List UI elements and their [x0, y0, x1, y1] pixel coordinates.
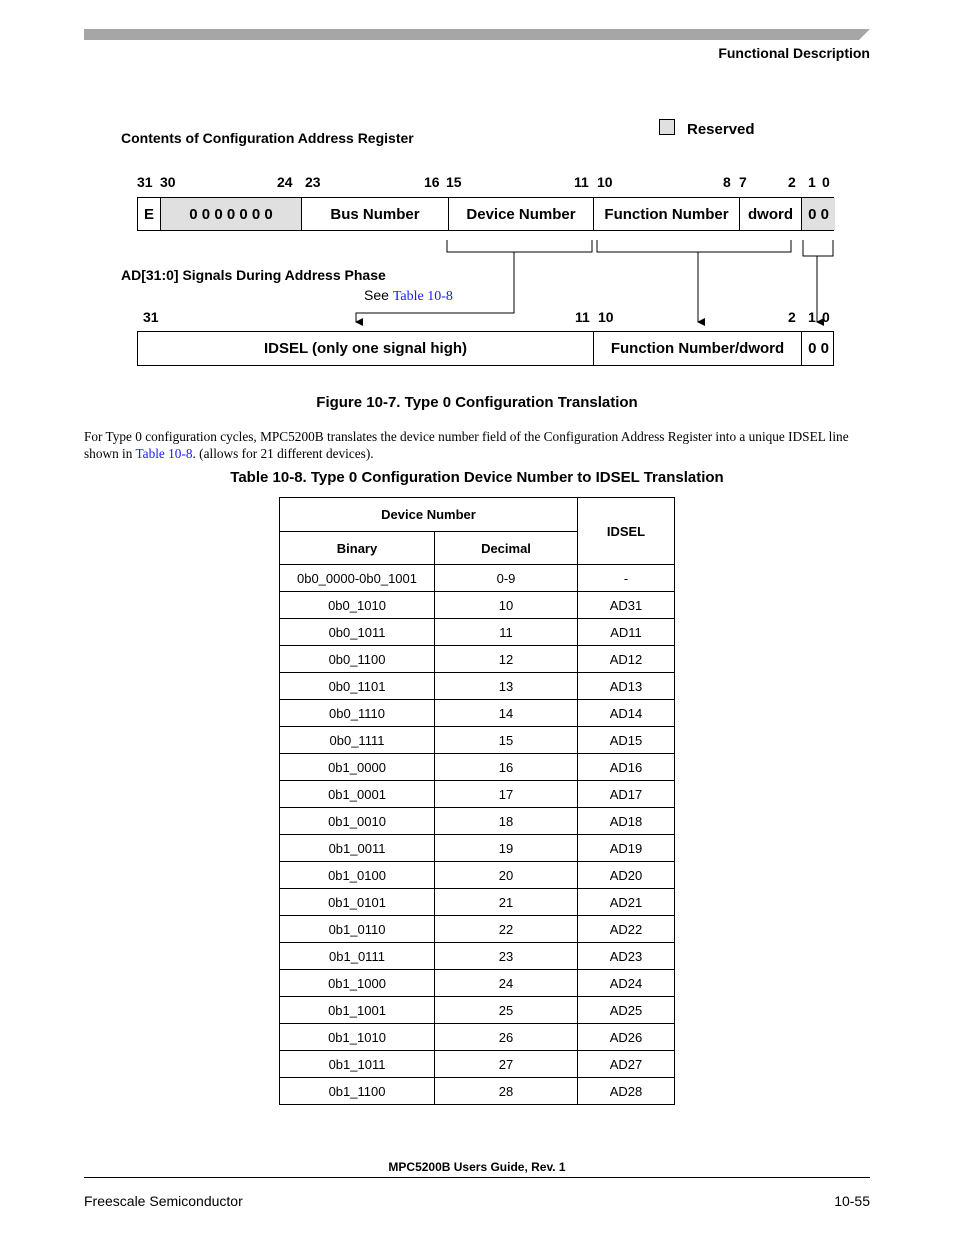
idsel-cell: AD18 — [578, 808, 675, 835]
see-prefix: See — [364, 287, 389, 303]
idsel-cell: AD19 — [578, 835, 675, 862]
function-number-field: Function Number — [593, 198, 739, 230]
table-title: Table 10-8. Type 0 Configuration Device Number to IDSEL Translation — [230, 469, 724, 486]
idsel-cell: AD24 — [578, 970, 675, 997]
bit-number: 2 — [788, 174, 796, 190]
bit-number: 31 — [137, 174, 153, 190]
bit-number: 10 — [597, 174, 613, 190]
table-row — [280, 754, 675, 781]
bus-number-field: Bus Number — [301, 198, 448, 230]
table-row — [280, 808, 675, 835]
bit-number: 0 — [822, 174, 830, 190]
decimal-cell: 13 — [435, 673, 578, 700]
decimal-cell: 21 — [435, 889, 578, 916]
bit-number: 23 — [305, 174, 321, 190]
table-row — [280, 889, 675, 916]
idsel-cell: - — [578, 565, 675, 592]
table-link[interactable]: Table 10-8 — [392, 289, 453, 304]
binary-cell: 0b1_0001 — [280, 781, 435, 808]
idsel-cell: AD21 — [578, 889, 675, 916]
table-row — [280, 835, 675, 862]
decimal-cell: 17 — [435, 781, 578, 808]
table-row — [280, 700, 675, 727]
ad-type-bits-field: 0 0 — [801, 332, 835, 365]
idsel-cell: AD22 — [578, 916, 675, 943]
idsel-cell: AD27 — [578, 1051, 675, 1078]
table-row — [280, 565, 675, 592]
bit-number: 1 — [808, 309, 816, 325]
decimal-cell: 24 — [435, 970, 578, 997]
idsel-cell: AD14 — [578, 700, 675, 727]
reserved-zero-field: 0 0 0 0 0 0 0 — [160, 198, 301, 230]
idsel-cell: AD13 — [578, 673, 675, 700]
idsel-cell: AD16 — [578, 754, 675, 781]
idsel-cell: AD25 — [578, 997, 675, 1024]
binary-cell: 0b0_1100 — [280, 646, 435, 673]
idsel-cell: AD28 — [578, 1078, 675, 1105]
table-row — [280, 1078, 675, 1105]
idsel-cell: AD26 — [578, 1024, 675, 1051]
device-number-field: Device Number — [448, 198, 593, 230]
decimal-cell: 28 — [435, 1078, 578, 1105]
table-row — [280, 592, 675, 619]
device-number-header: Device Number — [280, 498, 578, 532]
footer-company: Freescale Semiconductor — [84, 1193, 243, 1209]
bit-number: 31 — [143, 309, 159, 325]
binary-cell: 0b1_1000 — [280, 970, 435, 997]
decimal-cell: 11 — [435, 619, 578, 646]
table-row — [280, 1024, 675, 1051]
binary-cell: 0b1_1010 — [280, 1024, 435, 1051]
bit-number: 2 — [788, 309, 796, 325]
decimal-cell: 20 — [435, 862, 578, 889]
table-row — [280, 619, 675, 646]
decimal-cell: 23 — [435, 943, 578, 970]
table-row — [280, 673, 675, 700]
bit-number: 1 — [808, 174, 816, 190]
bit-number: 24 — [277, 174, 293, 190]
binary-cell: 0b1_0101 — [280, 889, 435, 916]
figure-caption: Figure 10-7. Type 0 Configuration Translation — [316, 394, 638, 411]
table-row — [280, 997, 675, 1024]
table-row — [280, 781, 675, 808]
table-link[interactable]: Table 10-8 — [135, 446, 193, 461]
decimal-cell: 0-9 — [435, 565, 578, 592]
idsel-translation-table — [279, 497, 675, 1105]
decimal-cell: 15 — [435, 727, 578, 754]
footer-rule — [84, 1177, 870, 1178]
ad-signals-title: AD[31:0] Signals During Address Phase — [121, 267, 386, 283]
decimal-cell: 26 — [435, 1024, 578, 1051]
binary-cell: 0b1_0011 — [280, 835, 435, 862]
idsel-field: IDSEL (only one signal high) — [263, 340, 468, 357]
decimal-cell: 14 — [435, 700, 578, 727]
bit-number: 7 — [739, 174, 747, 190]
body-paragraph — [84, 428, 874, 462]
idsel-cell: AD12 — [578, 646, 675, 673]
binary-cell: 0b1_0111 — [280, 943, 435, 970]
binary-cell: 0b1_1001 — [280, 997, 435, 1024]
body-text: . (allows for 21 different devices). — [192, 446, 374, 461]
binary-cell: 0b1_1100 — [280, 1078, 435, 1105]
see-table-note — [364, 287, 453, 305]
idsel-cell: AD20 — [578, 862, 675, 889]
config-register-title: Contents of Configuration Address Register — [121, 130, 414, 146]
decimal-cell: 27 — [435, 1051, 578, 1078]
binary-cell: 0b1_0000 — [280, 754, 435, 781]
idsel-cell: AD17 — [578, 781, 675, 808]
binary-cell: 0b1_0100 — [280, 862, 435, 889]
binary-cell: 0b0_1010 — [280, 592, 435, 619]
idsel-cell: AD23 — [578, 943, 675, 970]
decimal-cell: 22 — [435, 916, 578, 943]
idsel-cell: AD11 — [578, 619, 675, 646]
bit-number: 11 — [574, 174, 589, 190]
table-row — [280, 916, 675, 943]
decimal-cell: 18 — [435, 808, 578, 835]
bit-number: 15 — [446, 174, 462, 190]
table-row — [280, 862, 675, 889]
section-title: Functional Description — [718, 45, 870, 61]
binary-header: Binary — [280, 532, 435, 565]
bit-number: 8 — [723, 174, 731, 190]
table-row — [280, 970, 675, 997]
bit-number: 16 — [424, 174, 440, 190]
table-row — [280, 727, 675, 754]
binary-cell: 0b0_1110 — [280, 700, 435, 727]
decimal-header: Decimal — [435, 532, 578, 565]
idsel-header: IDSEL — [578, 498, 675, 565]
decimal-cell: 10 — [435, 592, 578, 619]
dword-field: dword — [739, 198, 801, 230]
bit-number: 30 — [160, 174, 176, 190]
function-dword-field: Function Number/dword — [593, 332, 801, 365]
idsel-cell: AD15 — [578, 727, 675, 754]
bit-number: 10 — [598, 309, 614, 325]
table-row — [280, 943, 675, 970]
binary-cell: 0b1_0010 — [280, 808, 435, 835]
idsel-cell: AD31 — [578, 592, 675, 619]
enable-field: E — [143, 205, 154, 223]
body-text: For Type 0 configuration cycles, MPC5200B translates the device number field of the Configuration Address Register into a unique IDSEL line shown in — [84, 429, 849, 461]
decimal-cell: 12 — [435, 646, 578, 673]
binary-cell: 0b0_1011 — [280, 619, 435, 646]
type-bits-field: 0 0 — [801, 198, 835, 230]
table-row — [280, 646, 675, 673]
decimal-cell: 25 — [435, 997, 578, 1024]
reserved-legend-label: Reserved — [687, 121, 755, 138]
binary-cell: 0b1_0110 — [280, 916, 435, 943]
ad-signals-register — [137, 331, 834, 366]
table-row — [280, 1051, 675, 1078]
bit-number: 0 — [822, 309, 830, 325]
binary-cell: 0b0_1111 — [280, 727, 435, 754]
binary-cell: 0b1_1011 — [280, 1051, 435, 1078]
binary-cell: 0b0_0000-0b0_1001 — [280, 565, 435, 592]
bit-number: 11 — [575, 309, 590, 325]
footer-doc-title: MPC5200B Users Guide, Rev. 1 — [388, 1160, 566, 1174]
decimal-cell: 19 — [435, 835, 578, 862]
binary-cell: 0b0_1101 — [280, 673, 435, 700]
decimal-cell: 16 — [435, 754, 578, 781]
page-number: 10-55 — [834, 1193, 870, 1209]
